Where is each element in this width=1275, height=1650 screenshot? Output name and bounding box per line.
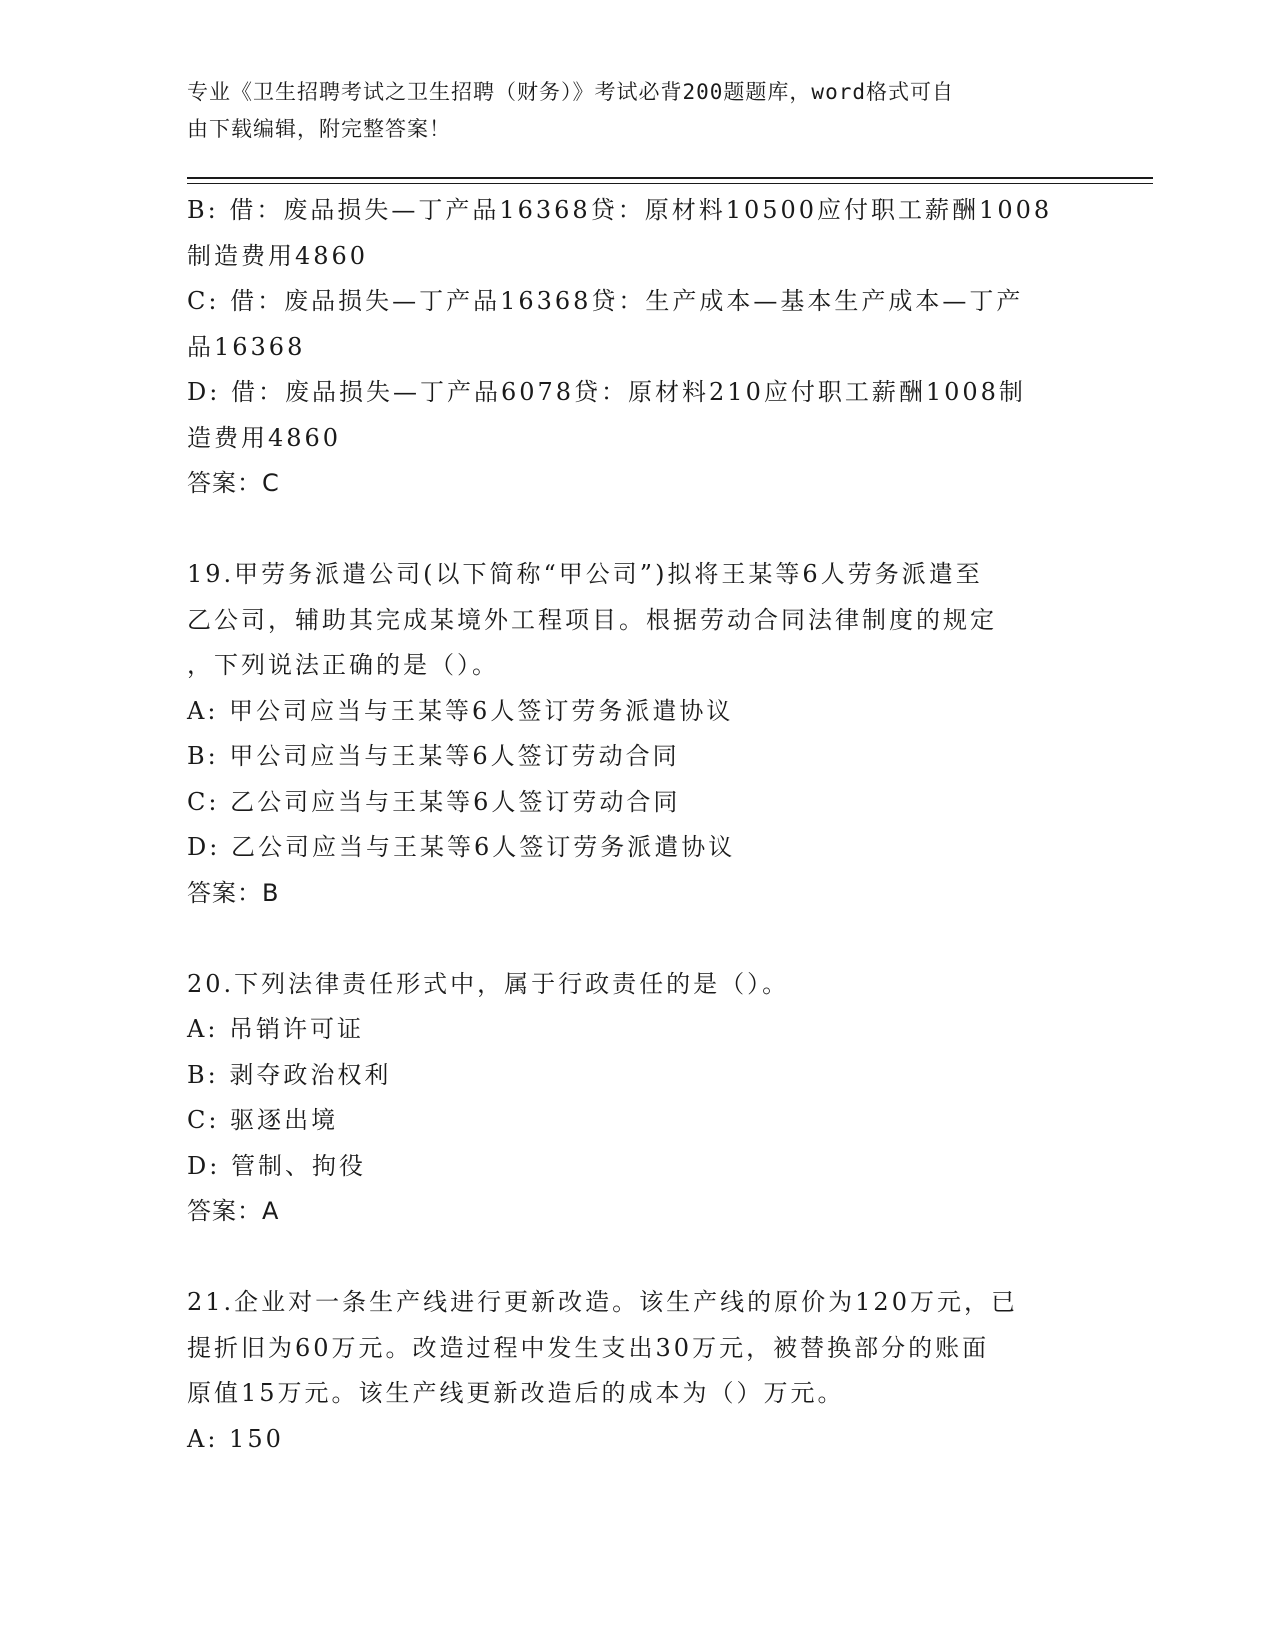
- option-d: D: 管制、拘役: [187, 1151, 366, 1180]
- option-a: A: 甲公司应当与王某等6人签订劳务派遣协议: [187, 696, 734, 725]
- question-stem-line-3: 原值15万元。该生产线更新改造后的成本为（）万元。: [187, 1379, 845, 1407]
- option-c-line-1: C: 借：废品损失—丁产品16368贷：生产成本—基本生产成本—丁产: [187, 287, 1024, 315]
- option-a: A: 吊销许可证: [187, 1015, 365, 1043]
- option-d-line-2: 造费用4860: [187, 423, 342, 452]
- answer-line: 答案：A: [187, 1197, 280, 1225]
- option-c: C: 驱逐出境: [187, 1106, 339, 1134]
- header-title-line-1: 专业《卫生招聘考试之卫生招聘（财务）》考试必背200题题库，word格式可自: [187, 80, 954, 104]
- question-stem-line-2: 乙公司，辅助其完成某境外工程项目。根据劳动合同法律制度的规定: [187, 605, 997, 634]
- question-19: [187, 552, 1087, 916]
- question-stem-line-3: ，下列说法正确的是（）。: [187, 651, 499, 679]
- option-a: A: 150: [187, 1424, 284, 1453]
- answer-line: 答案：C: [187, 469, 280, 497]
- question-18-continued: [187, 188, 1087, 507]
- header-divider-thick: [187, 177, 1153, 179]
- question-list: [187, 188, 1087, 1462]
- question-stem-line-1: 19.甲劳务派遣公司(以下简称“甲公司”)拟将王某等6人劳务派遣至: [187, 560, 983, 588]
- question-stem-line-1: 21.企业对一条生产线进行更新改造。该生产线的原价为120万元，已: [187, 1288, 1018, 1316]
- option-d-line-1: D: 借：废品损失—丁产品6078贷：原材料210应付职工薪酬1008制: [187, 378, 1026, 406]
- question-spacer: [187, 916, 1087, 962]
- option-b: B: 甲公司应当与王某等6人签订劳动合同: [187, 742, 680, 770]
- question-spacer: [187, 507, 1087, 553]
- option-d: D: 乙公司应当与王某等6人签订劳务派遣协议: [187, 833, 736, 861]
- page-header: [187, 74, 1087, 148]
- header-title-line-2: 由下载编辑，附完整答案！: [187, 117, 451, 141]
- question-stem: 20.下列法律责任形式中，属于行政责任的是（）。: [187, 969, 790, 998]
- option-b-line-1: B: 借：废品损失—丁产品16368贷：原材料10500应付职工薪酬1008: [187, 196, 1053, 224]
- option-b-line-2: 制造费用4860: [187, 241, 369, 270]
- answer-line: 答案：B: [187, 878, 280, 907]
- question-stem-line-2: 提折旧为60万元。改造过程中发生支出30万元，被替换部分的账面: [187, 1333, 990, 1362]
- option-c-line-2: 品16368: [187, 332, 306, 361]
- option-b: B: 剥夺政治权利: [187, 1060, 392, 1089]
- header-divider-thin: [187, 183, 1153, 184]
- question-spacer: [187, 1235, 1087, 1281]
- option-c: C: 乙公司应当与王某等6人签订劳动合同: [187, 787, 681, 816]
- question-20: [187, 962, 1087, 1235]
- question-21: [187, 1280, 1087, 1462]
